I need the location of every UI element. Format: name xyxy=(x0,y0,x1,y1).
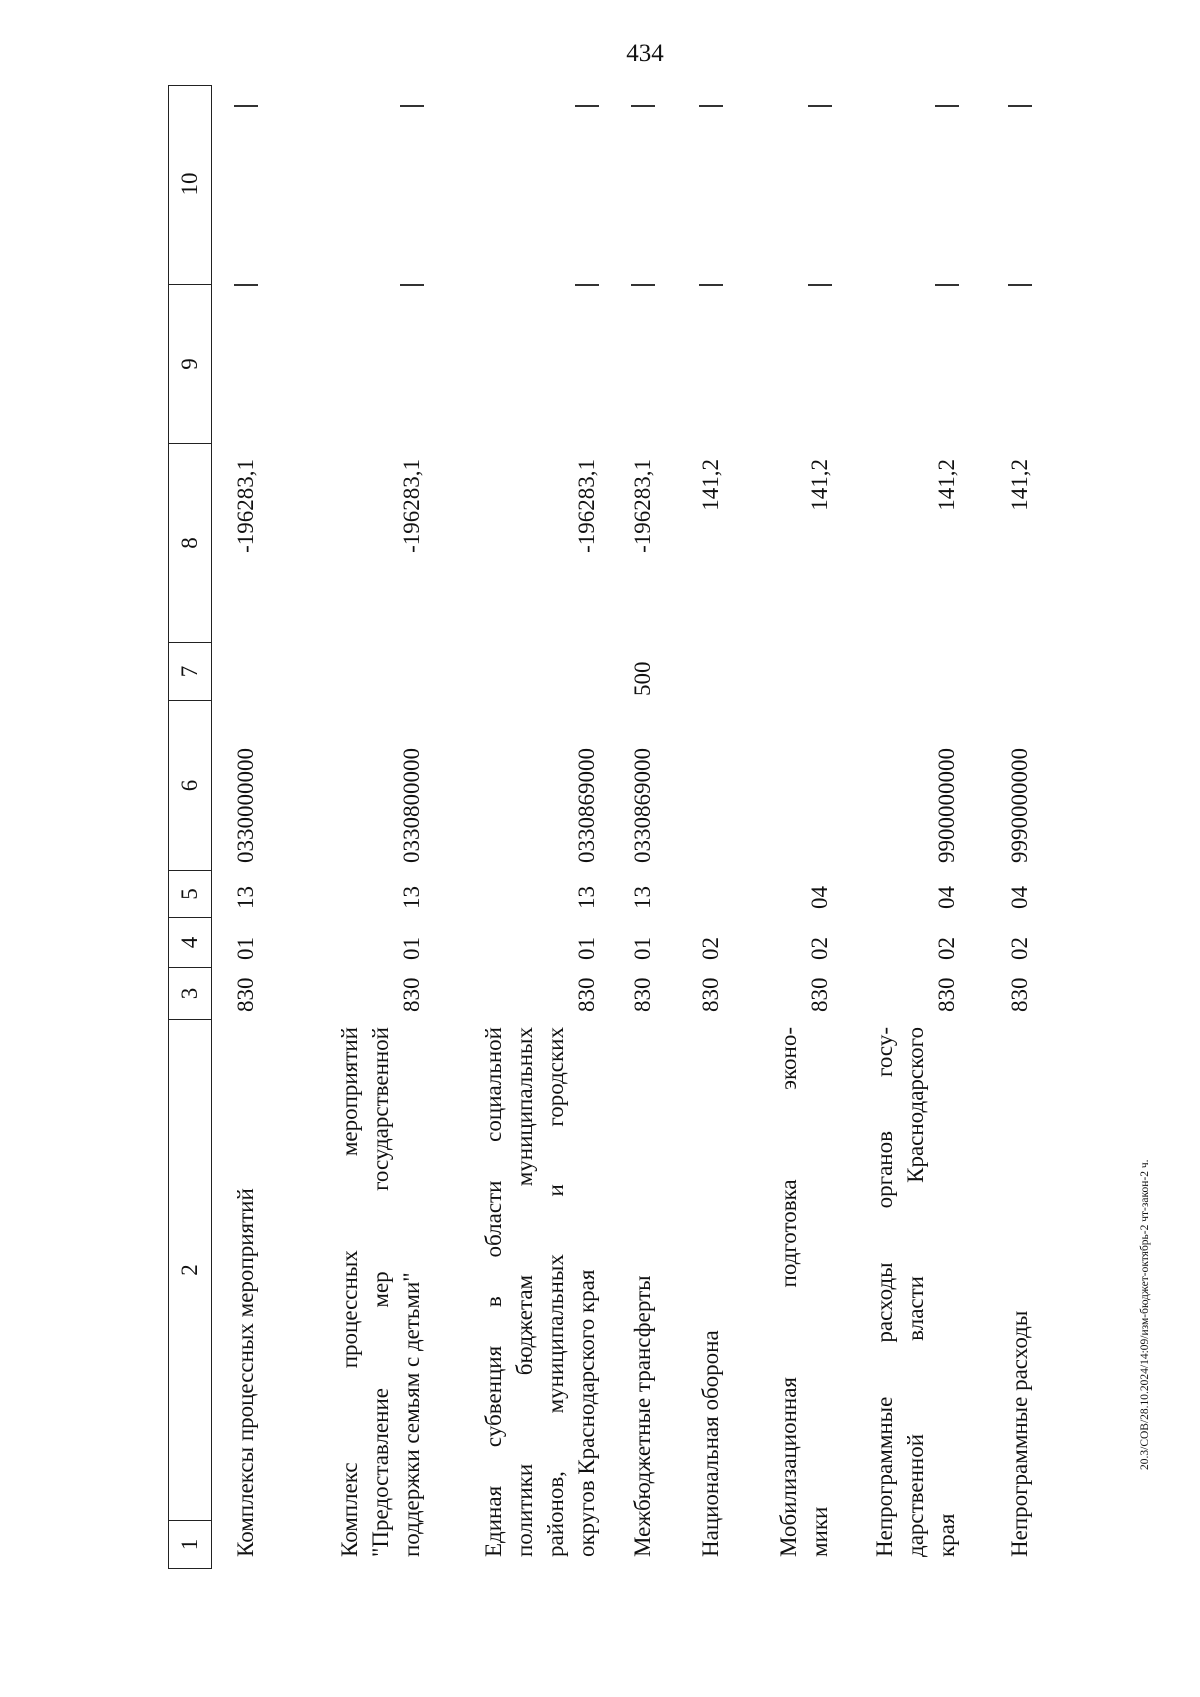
cell-col-5: 13 xyxy=(233,886,258,909)
dash-mark-col-9 xyxy=(400,284,424,286)
row-name-line: "Предоставление мер государственной xyxy=(368,1027,393,1557)
cell-col-8: -196283,1 xyxy=(574,459,599,553)
row-name-line: края xyxy=(934,1513,959,1557)
row-name-line: Национальная оборона xyxy=(698,1330,723,1557)
dash-mark-col-10 xyxy=(234,105,258,107)
row-name-line: поддержки семьям с детьми" xyxy=(399,1272,424,1557)
dash-mark-col-10 xyxy=(631,105,655,107)
cell-col-4: 01 xyxy=(630,937,655,960)
cell-col-8: -196283,1 xyxy=(233,459,258,553)
row-name-line: округов Краснодарского края xyxy=(574,1269,599,1557)
cell-col-3: 830 xyxy=(630,977,655,1012)
cell-col-5: 04 xyxy=(1007,886,1032,909)
cell-col-6: 9990000000 xyxy=(1007,748,1032,863)
dash-mark-col-10 xyxy=(400,105,424,107)
row-name-line: Непрограммные расходы органов госу- xyxy=(872,1027,897,1557)
cell-col-3: 830 xyxy=(807,977,832,1012)
column-header-4: 4 xyxy=(169,918,211,968)
dash-mark-col-10 xyxy=(1008,105,1032,107)
cell-col-3: 830 xyxy=(934,977,959,1012)
cell-col-3: 830 xyxy=(1007,977,1032,1012)
row-name-line: районов, муниципальных и городских xyxy=(543,1027,568,1557)
column-header-2: 2 xyxy=(169,1020,211,1521)
row-name xyxy=(1004,1027,1035,1557)
cell-col-3: 830 xyxy=(698,977,723,1012)
page-number: 434 xyxy=(626,40,664,67)
cell-col-4: 01 xyxy=(399,937,424,960)
cell-col-4: 02 xyxy=(698,937,723,960)
cell-col-5: 04 xyxy=(934,886,959,909)
cell-col-4: 02 xyxy=(807,937,832,960)
cell-col-6: 0330869000 xyxy=(630,748,655,863)
dash-mark-col-9 xyxy=(234,284,258,286)
column-header-3: 3 xyxy=(169,968,211,1020)
cell-col-6: 0330869000 xyxy=(574,748,599,863)
document-footer-note: 20.3/СОВ/28.10.2024/14:09/изм-бюджет-октябрь-2 чт-закон-2 ч. xyxy=(1139,1159,1151,1470)
column-header-1: 1 xyxy=(177,1538,202,1551)
cell-col-3: 830 xyxy=(574,977,599,1012)
row-name-line: Непрограммные расходы xyxy=(1007,1310,1032,1557)
cell-col-8: 141,2 xyxy=(698,459,723,511)
dash-mark-col-10 xyxy=(935,105,959,107)
dash-mark-col-9 xyxy=(575,284,599,286)
row-name-line: политики бюджетам муниципальных xyxy=(512,1027,537,1557)
cell-col-7: 500 xyxy=(630,661,655,696)
row-name-line: Мобилизационная подготовка эконо- xyxy=(776,1027,801,1557)
column-header-6: 6 xyxy=(169,701,211,871)
cell-col-8: 141,2 xyxy=(1007,459,1032,511)
cell-col-6: 0330000000 xyxy=(233,748,258,863)
budget-table xyxy=(168,85,1200,1569)
row-name-line: Комплекс процессных мероприятий xyxy=(337,1027,362,1557)
column-header-5: 5 xyxy=(169,871,211,918)
cell-col-6: 0330800000 xyxy=(399,748,424,863)
column-header-9: 9 xyxy=(169,285,211,444)
row-name xyxy=(627,1027,658,1557)
cell-col-4: 02 xyxy=(934,937,959,960)
row-name-line: мики xyxy=(807,1506,832,1557)
cell-col-4: 02 xyxy=(1007,937,1032,960)
cell-col-8: -196283,1 xyxy=(630,459,655,553)
cell-col-5: 13 xyxy=(630,886,655,909)
cell-col-5: 13 xyxy=(399,886,424,909)
column-header-8: 8 xyxy=(169,444,211,643)
cell-col-5: 13 xyxy=(574,886,599,909)
dash-mark-col-9 xyxy=(1008,284,1032,286)
cell-col-8: -196283,1 xyxy=(399,459,424,553)
cell-col-3: 830 xyxy=(399,977,424,1012)
column-header-7: 7 xyxy=(169,643,211,701)
row-name-line: Межбюджетные трансферты xyxy=(630,1275,655,1557)
dash-mark-col-9 xyxy=(699,284,723,286)
dash-mark-col-10 xyxy=(808,105,832,107)
dash-mark-col-9 xyxy=(935,284,959,286)
row-name xyxy=(334,1027,427,1557)
cell-col-8: 141,2 xyxy=(934,459,959,511)
row-name-line: Единая субвенция в области социальной xyxy=(481,1027,506,1557)
dash-mark-col-9 xyxy=(808,284,832,286)
cell-col-8: 141,2 xyxy=(807,459,832,511)
cell-col-6: 9900000000 xyxy=(934,748,959,863)
row-name xyxy=(869,1027,962,1557)
dash-mark-col-10 xyxy=(699,105,723,107)
cell-col-3: 830 xyxy=(233,977,258,1012)
cell-col-4: 01 xyxy=(574,937,599,960)
row-name xyxy=(478,1027,602,1557)
cell-col-5: 04 xyxy=(807,886,832,909)
dash-mark-col-9 xyxy=(631,284,655,286)
row-name xyxy=(773,1027,835,1557)
row-name xyxy=(230,1027,261,1557)
dash-mark-col-10 xyxy=(575,105,599,107)
column-header-10: 10 xyxy=(169,84,211,285)
row-name-line: Комплексы процессных мероприятий xyxy=(233,1188,258,1557)
cell-col-4: 01 xyxy=(233,937,258,960)
row-name-line: дарственной власти Краснодарского xyxy=(903,1027,928,1557)
row-name xyxy=(695,1027,726,1557)
table-header-row xyxy=(168,85,212,1569)
